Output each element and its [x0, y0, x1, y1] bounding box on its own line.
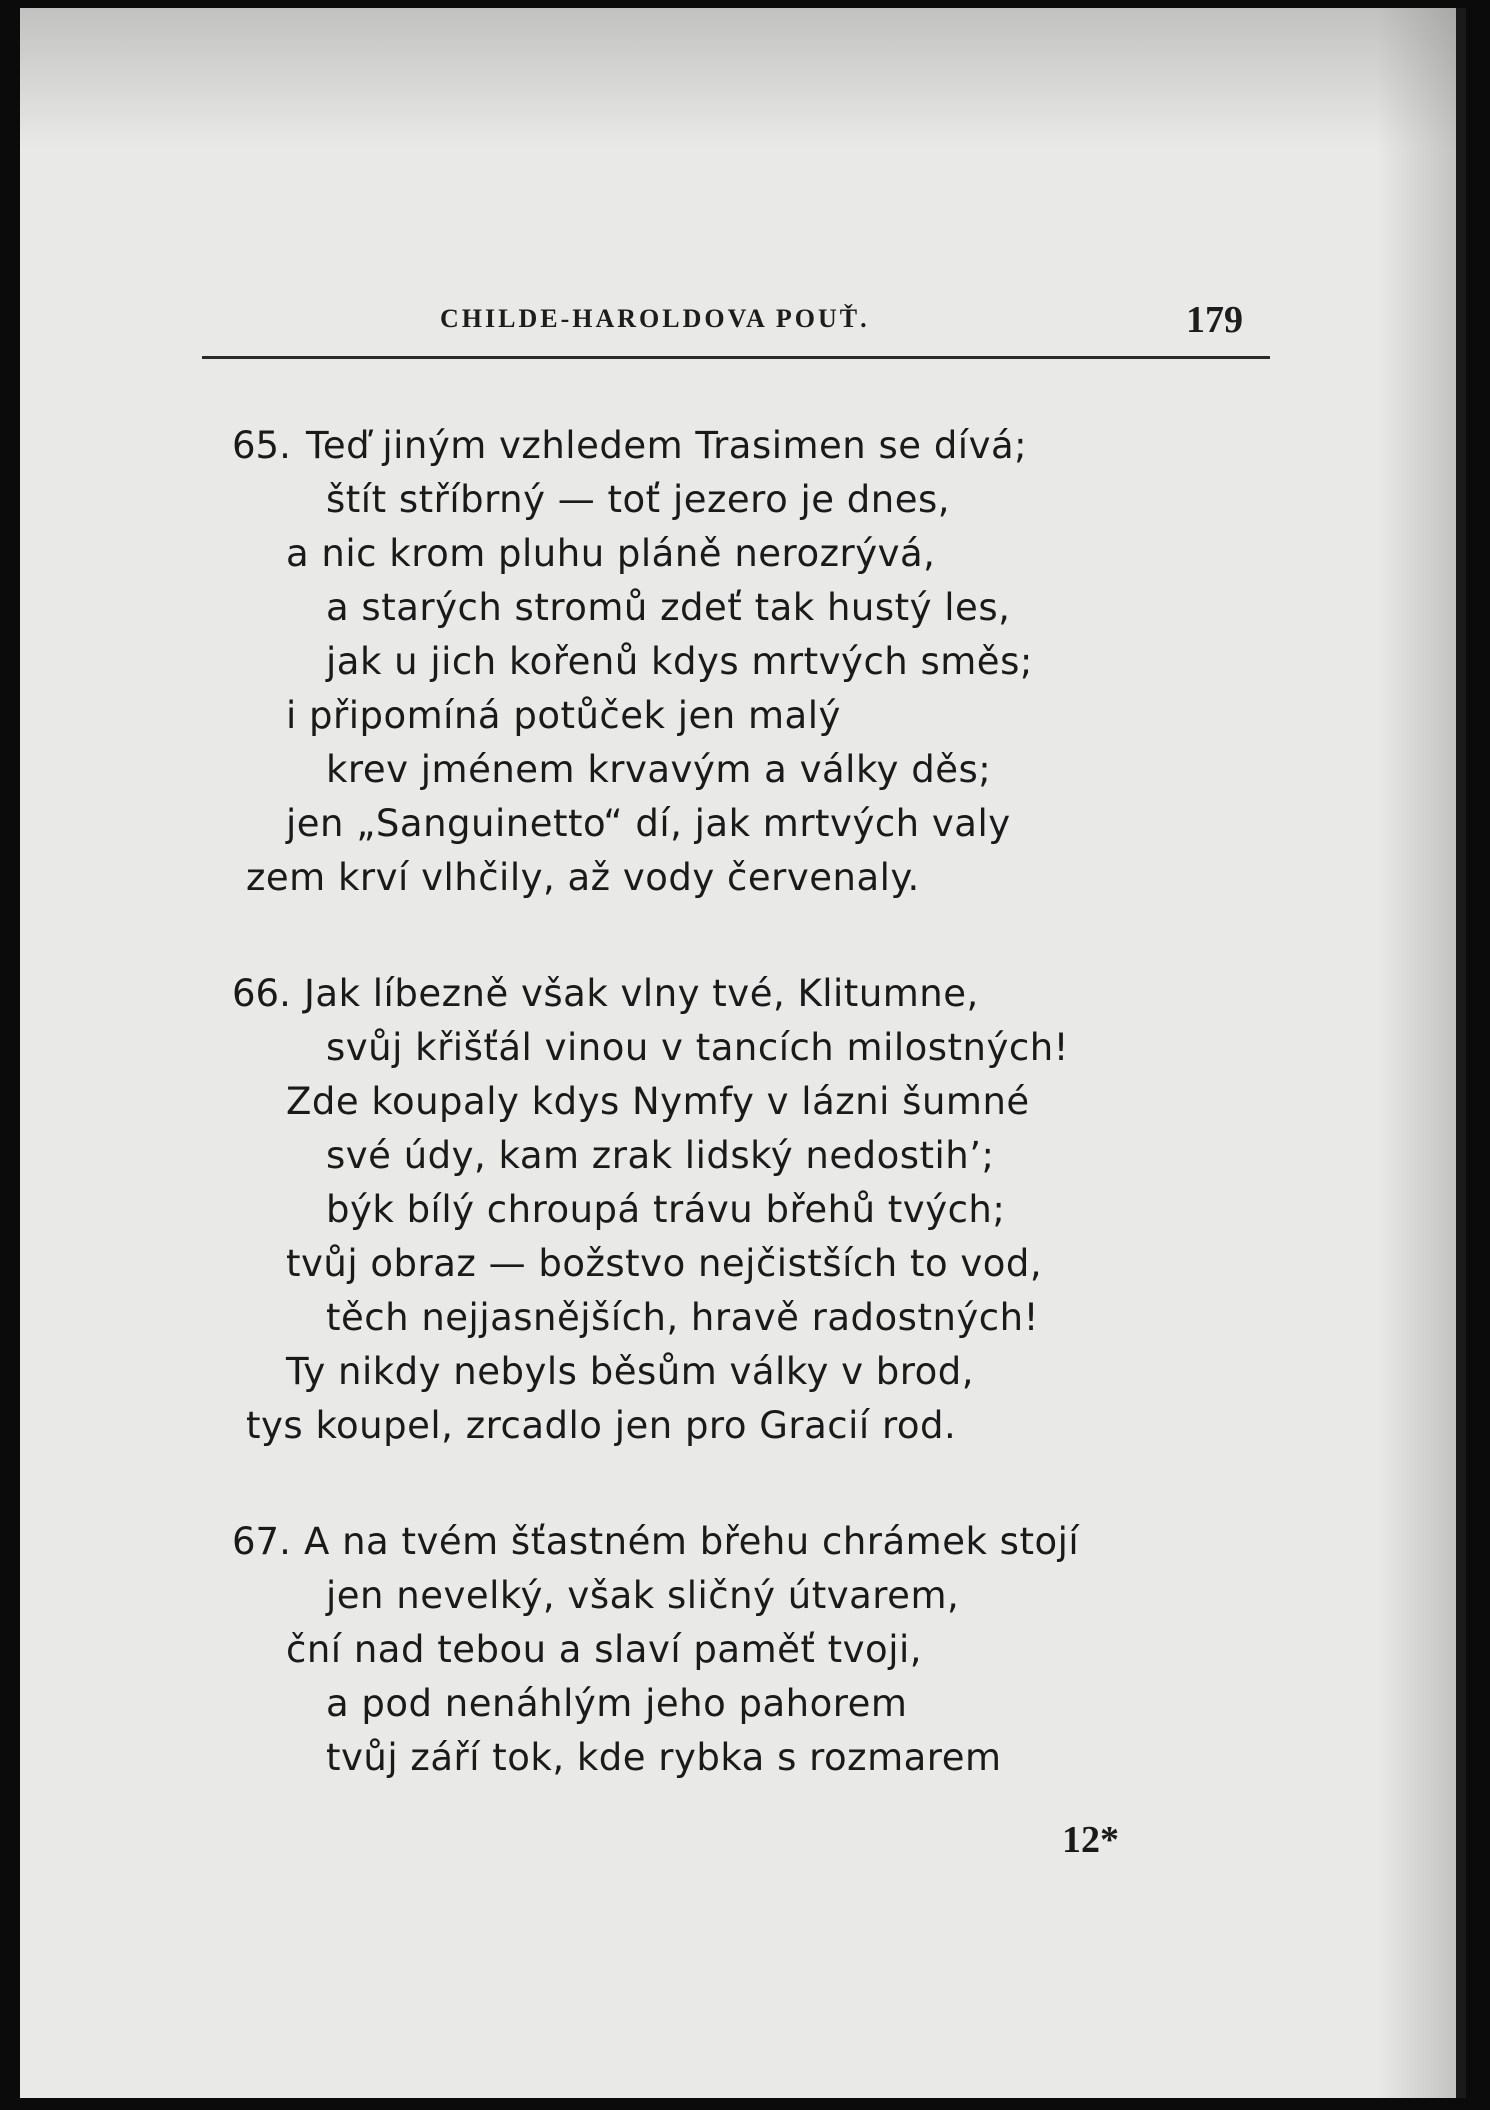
- verse-line: Zde koupaly kdys Nymfy v lázni šumné: [286, 1080, 1030, 1123]
- stanza-number: 67.: [232, 1520, 291, 1563]
- running-head: [20, 299, 1466, 344]
- verse-line: jak u jich kořenů kdys mrtvých směs;: [326, 640, 1033, 683]
- verse-line: štít stříbrný — toť jezero je dnes,: [326, 478, 951, 521]
- verse-line: Teď jiným vzhledem Trasimen se dívá;: [306, 424, 1028, 467]
- verse-line: a nic krom pluhu pláně nerozrývá,: [286, 532, 936, 575]
- verse-line: a starých stromů zdeť tak hustý les,: [326, 586, 1011, 629]
- stanza-number: 66.: [232, 972, 291, 1015]
- verse-line: tvůj obraz — božstvo nejčistších to vod,: [286, 1242, 1043, 1285]
- verse-line: své údy, kam zrak lidský nedostih’;: [326, 1134, 995, 1177]
- verse-line: svůj křišťál vinou v tancích milostných!: [326, 1026, 1070, 1069]
- signature-mark: 12*: [1062, 1819, 1119, 1861]
- verse-line: Jak líbezně však vlny tvé, Klitumne,: [304, 972, 979, 1015]
- verse-line: i připomíná potůček jen malý: [286, 694, 841, 737]
- page-top-shading: [20, 8, 1466, 148]
- verse-line: jen „Sanguinetto“ dí, jak mrtvých valy: [286, 802, 1011, 845]
- verse-line: Ty nikdy nebyls běsům války v brod,: [286, 1350, 975, 1393]
- verse-line: tys koupel, zrcadlo jen pro Gracií rod.: [246, 1404, 957, 1447]
- verse-line: ční nad tebou a slaví paměť tvoji,: [286, 1628, 923, 1671]
- verse-line: býk bílý chroupá trávu břehů tvých;: [326, 1188, 1006, 1231]
- book-page: [20, 8, 1466, 2098]
- verse-line: a pod nenáhlým jeho pahorem: [326, 1682, 908, 1725]
- verse-line: těch nejjasnějších, hravě radostných!: [326, 1296, 1039, 1339]
- header-rule: [202, 356, 1270, 359]
- verse-line: tvůj září tok, kde rybka s rozmarem: [326, 1736, 1002, 1779]
- verse-line: A na tvém šťastném břehu chrámek stojí: [304, 1520, 1080, 1563]
- verse-line: jen nevelký, však sličný útvarem,: [326, 1574, 960, 1617]
- verse-line: krev jménem krvavým a války děs;: [326, 748, 992, 791]
- running-title: CHILDE-HAROLDOVA POUŤ.: [440, 304, 870, 333]
- verse-line: zem krví vlhčily, až vody červenaly.: [246, 856, 920, 899]
- page-number: 179: [1186, 299, 1243, 341]
- stanza-number: 65.: [232, 424, 291, 467]
